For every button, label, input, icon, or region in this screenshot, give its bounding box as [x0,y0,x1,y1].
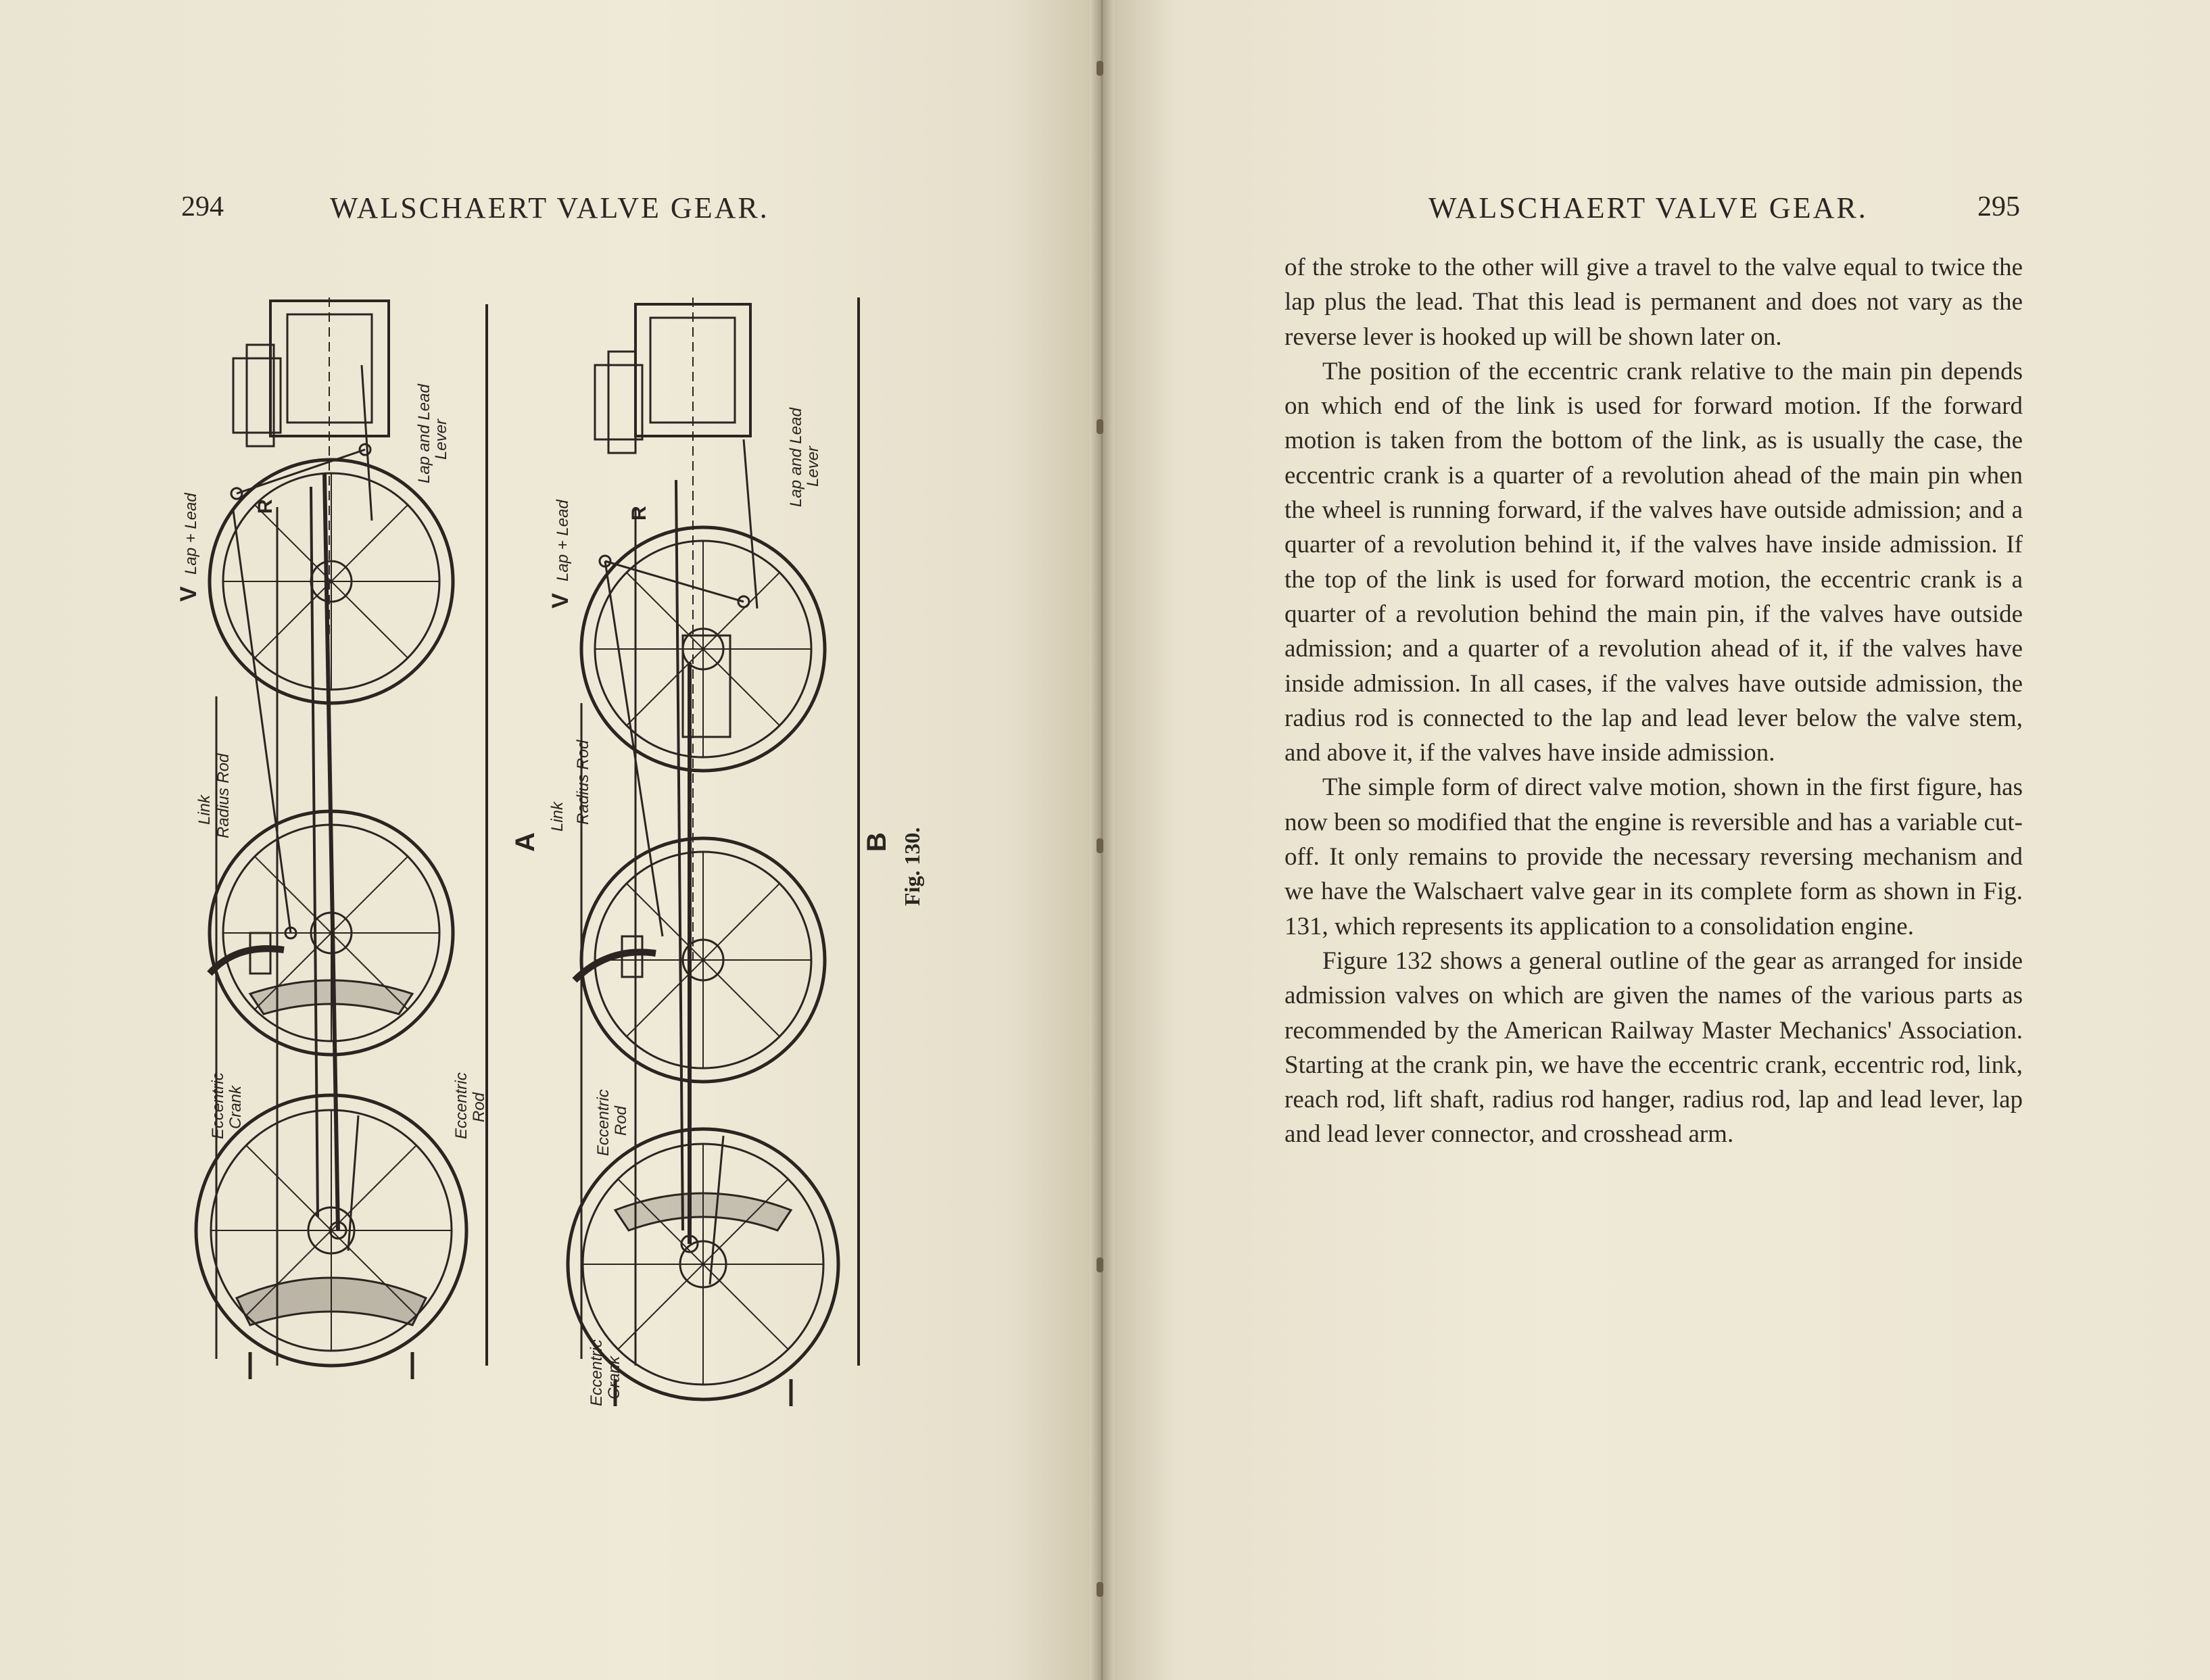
label-b-eccentric-crank-2: Crank [605,1355,623,1399]
left-running-head: WALSCHAERT VALVE GEAR. [330,191,769,224]
label-a-lap-lead: Lap + Lead [182,493,200,575]
binding-stitch [1097,1582,1103,1597]
label-a-lap-lead-lever-2: Lever [432,418,450,460]
right-running-head: WALSCHAERT VALVE GEAR. [1428,191,1868,224]
panel-b-label: B [862,832,892,852]
left-page-number: 294 [181,191,224,222]
panel-a-label: A [510,832,540,852]
paragraph: The position of the eccentric crank relative to the main pin depends on which end of the link is used for forward motion. If the forward motion is taken from the bottom of the link, as is usually the case, the eccentric crank is a quarter of a revolution ahead of the main pin when the wheel is running forward, if the valves have outside admission; and a quarter of a revolution behind it, if the valves have inside admission. If the top of the link is used for forward motion, the eccentric crank is a quarter of a revolution behind the main pin, if the valves have outside admission; and a quarter of a revolution ahead of it, if the valves have inside admission. In all cases, if the valves have outside admission, the radius rod is connected to the lap and lead lever below the valve stem, and above it, if the valves have inside admission. [1284,357,2023,767]
paragraph: The simple form of direct valve motion, shown in the first figure, has now been so modified that the engine is reversible and has a variable cut-off. It only remains to provide the necessary reversing mechanism and we have the Walschaert valve gear in its complete form as shown in Fig. 131, which represents its application to a consolidation engine. [1284,773,2023,940]
label-b-lap-lead-lever-2: Lever [804,446,822,487]
binding-stitch [1097,838,1103,853]
binding-stitch [1097,61,1103,76]
label-b-lap-lead: Lap + Lead [554,500,572,581]
label-b-eccentric-rod-2: Rod [612,1105,630,1136]
label-b-eccentric-rod-1: Eccentric [594,1089,612,1156]
label-b-r: R [628,506,650,521]
label-a-lap-lead-lever-1: Lap and Lead [415,384,433,483]
paragraph: of the stroke to the other will give a travel to the valve equal to twice the lap plus the lead. That this lead is permanent and does not vary as the reverse lever is hooked up will be shown later on. [1284,254,2023,351]
label-a-v: V [176,586,201,602]
right-page-number: 295 [1977,191,2020,222]
label-a-eccentric-crank-2: Crank [226,1085,245,1129]
label-b-lap-lead-lever-1: Lap and Lead [787,408,805,507]
label-b-v: V [548,593,573,608]
label-a-radius-rod: Radius Rod [214,753,233,838]
label-a-link: Link [195,794,214,825]
binding-stitch [1097,1257,1103,1272]
label-b-eccentric-crank-1: Eccentric [587,1339,606,1406]
label-a-r: R [254,499,277,514]
paragraph: Figure 132 shows a general outline of the gear as arranged for inside admission valves on which are given the names of the various parts as recommended by the American Railway Master Mechanics' Association. Starting at the crank pin, we have the eccentric crank, eccentric rod, link, reach rod, lift shaft, radius rod hanger, radius rod, lap and lead lever, lap and lead lever connector, and crosshead arm. [1284,946,2023,1149]
label-a-eccentric-crank-1: Eccentric [209,1072,227,1139]
label-a-eccentric-rod-2: Rod [470,1092,488,1122]
label-b-radius-rod: Radius Rod [574,740,592,825]
figure-caption: Fig. 130. [900,827,924,906]
binding-stitch [1097,419,1103,434]
figure-130-valve-gear-diagram [169,284,933,1420]
label-a-eccentric-rod-1: Eccentric [452,1072,471,1139]
body-text [1284,250,2023,1152]
label-b-link: Link [548,801,567,832]
